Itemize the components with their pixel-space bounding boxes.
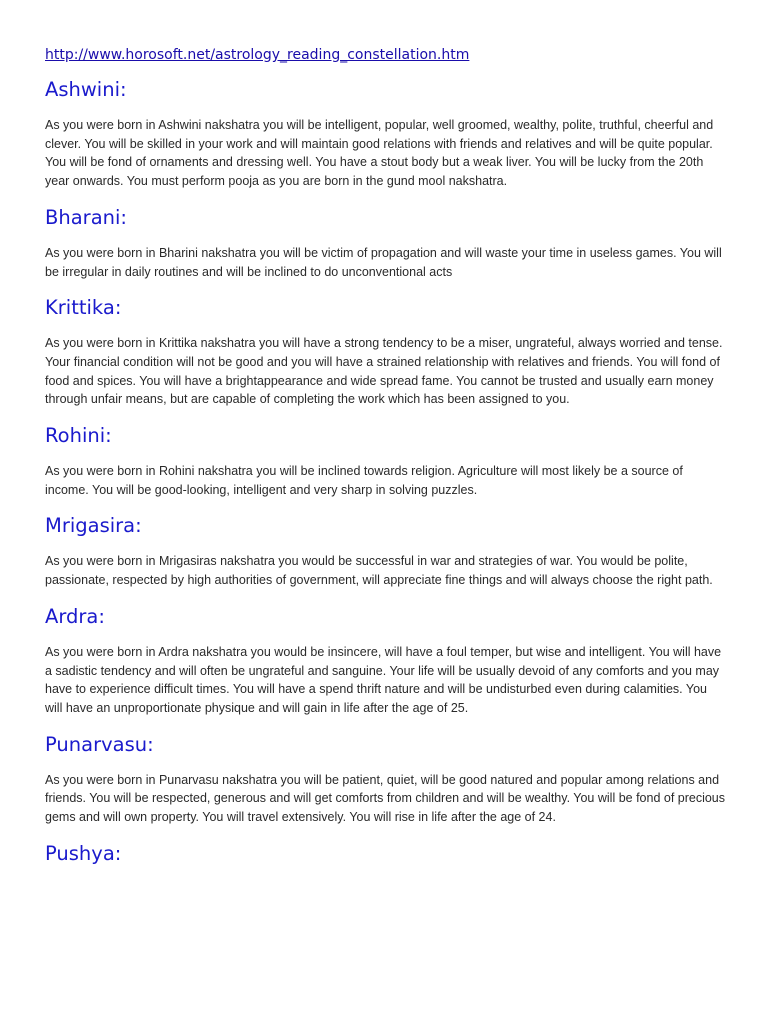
section-punarvasu [45, 732, 728, 827]
section-heading: Ashwini: [45, 78, 127, 101]
section-bharani [45, 205, 728, 281]
section-heading: Pushya: [45, 841, 122, 865]
section-text: As you were born in Bharini nakshatra you will be victim of propagation and will waste your time in useless games. You will be irregular in daily routines and will be inclined to do unconventional acts [45, 245, 722, 279]
section-heading: Ardra: [45, 604, 105, 628]
section-rohini [45, 423, 728, 499]
section-heading: Rohini: [45, 424, 112, 448]
section-ashwini [45, 77, 728, 191]
section-text: As you were born in Ashwini nakshatra you will be intelligent, popular, well groomed, wealthy, polite, truthful, cheerful and clever. You will be skilled in your work and will maintain good relations with friends and relatives and will be quite popular. You will be fond of ornaments and dressing well. You have a stout body but a weak liver. You will be lucky from the 20th year onwards. You must perform pooja as you are born in the gund mool nakshatra. [45, 118, 714, 189]
section-text: As you were born in Mrigasiras nakshatra you would be successful in war and strategies of war. You would be polite, passionate, respected by high authorities of government, will appreciate fine things and will always choose the right path. [45, 554, 713, 588]
section-text: As you were born in Rohini nakshatra you will be inclined towards religion. Agriculture will most likely be a source of income. You will be good-looking, intelligent and very sharp in solving puzzles. [45, 464, 683, 497]
section-ardra [45, 604, 728, 718]
source-link[interactable]: http://www.horosoft.net/astrology_reading_constellation.htm [45, 47, 470, 63]
section-pushya [45, 841, 728, 867]
section-heading: Bharani: [45, 205, 127, 229]
section-text: As you were born in Krittika nakshatra you will have a strong tendency to be a miser, ungrateful, always worried and tense. Your financial condition will not be good and you will have a strained relationship with relatives and friends. You will fond of food and spices. You will have a brightappearance and wide spread fame. You cannot be trusted and usually earn money through unfair means, but are capable of completing the work which has been assigned to you. [45, 336, 723, 407]
section-krittika [45, 295, 728, 409]
section-mrigasira [45, 513, 728, 589]
section-heading: Punarvasu: [45, 732, 154, 756]
section-text: As you were born in Punarvasu nakshatra you will be patient, quiet, will be good natured and popular among relations and friends. You will be respected, generous and will get comforts from children and will be wealthy. You will be fond of precious gems and will own property. You will travel extensively. You will rise in life after the age of 24. [45, 772, 726, 825]
section-text: As you were born in Ardra nakshatra you would be insincere, will have a foul temper, but wise and intelligent. You will have a sadistic tendency and will often be ungrateful and sanguine. Your life will be usually devoid of any comforts and you may have to experience difficult times. You will have a spend thrift nature and will be undisturbed even during calamities. You will have an unproportionate physique and will gain in life after the age of 25. [45, 644, 722, 715]
section-heading: Mrigasira: [45, 514, 142, 538]
section-heading: Krittika: [45, 296, 122, 320]
